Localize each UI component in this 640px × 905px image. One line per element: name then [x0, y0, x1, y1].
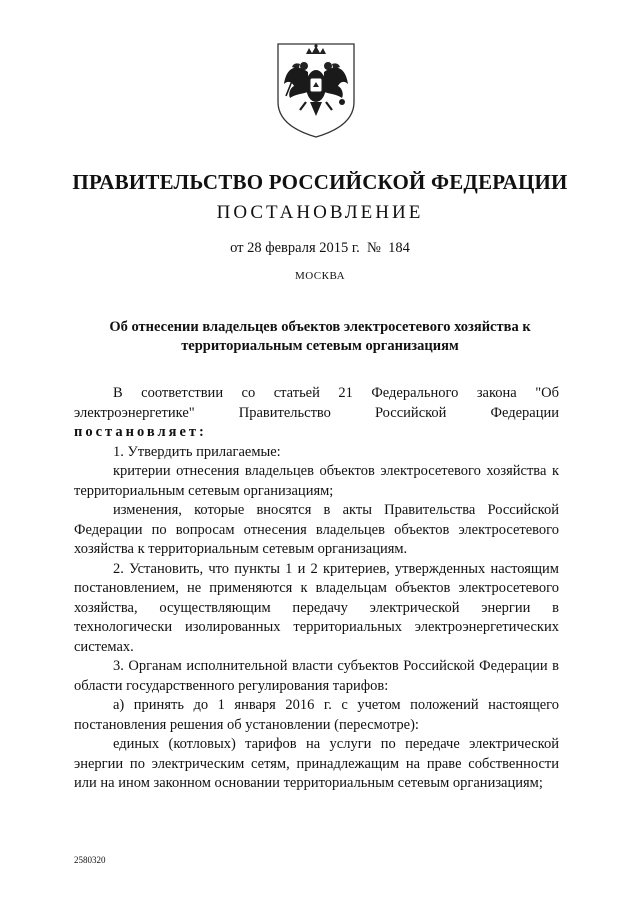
title-line: Об отнесении владельцев объектов электросетевого хозяйства к [109, 319, 531, 335]
government-title: ПРАВИТЕЛЬСТВО РОССИЙСКОЙ ФЕДЕРАЦИИ [72, 170, 568, 194]
body-paragraph: 1. Утвердить прилагаемые: [113, 443, 281, 460]
body-paragraph: единых (котловых) тарифов на услуги по передаче электрической энергии по электрическим сетям, принадлежащим на праве собственности или на ином законном основании территориальным сетевым организациям; [74, 736, 559, 791]
document-code: 2580320 [74, 855, 106, 865]
body-paragraph: а) принять до 1 января 2016 г. с учетом положений настоящего постановления решения об установлении (пересмотре): [74, 697, 559, 733]
city: МОСКВА [294, 270, 346, 282]
body-paragraph: изменения, которые вносятся в акты Правительства Российской Федерации по вопросам отнесения владельцев объектов электросетевого хозяйства к территориальным сетевым организациям. [74, 502, 559, 557]
title-line: территориальным сетевым организациям [181, 338, 459, 354]
preamble-paragraph: В соответствии со статьей 21 Федерального закона "Об электроэнергетике" Правительство Российской Федерации [74, 385, 559, 421]
document-body [74, 384, 559, 794]
russian-coat-of-arms-icon [270, 40, 362, 140]
body-paragraph: 2. Установить, что пункты 1 и 2 критериев, утвержденных настоящим постановлением, не применяются к владельцам объектов электросетевого хозяйства, осуществляющим передачу электрической энергии в технологически изолированных территориальных электроэнергетических системах. [74, 560, 559, 655]
date-and-number: от 28 февраля 2015 г. № 184 [230, 240, 410, 256]
resolves-keyword: постановляет: [74, 424, 207, 440]
body-paragraph: критерии отнесения владельцев объектов электросетевого хозяйства к территориальным сетевым организациям; [74, 463, 559, 499]
document-title [0, 318, 640, 356]
document-type: ПОСТАНОВЛЕНИЕ [216, 202, 424, 223]
body-paragraph: 3. Органам исполнительной власти субъектов Российской Федерации в области государственного регулирования тарифов: [74, 658, 559, 694]
